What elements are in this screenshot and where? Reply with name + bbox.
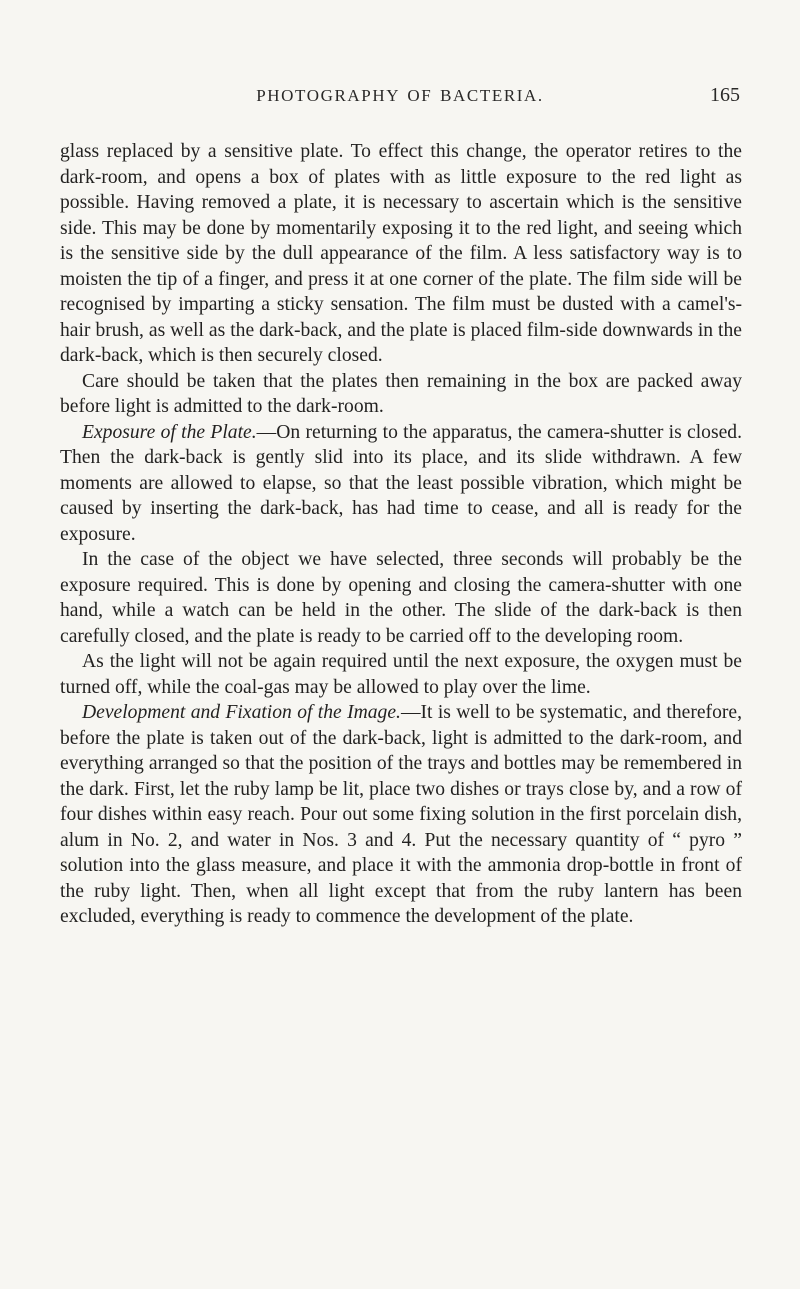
paragraph [60,139,742,369]
paragraph-text: —On returning to the apparatus, the camera-shutter is closed. Then the dark-back is gently slid into its place, and its slide withdrawn. A few moments are allowed to elapse, so that the least possible vibration, which might be caused by inserting the dark-back, has had time to cease, and all is ready for the exposure. [60,421,742,545]
paragraph-text: As the light will not be again required until the next exposure, the oxygen must be turned off, while the coal-gas may be allowed to play over the lime. [60,651,742,698]
section-heading: Exposure of the Plate. [82,421,257,443]
paragraph [60,420,742,548]
body-text [60,139,742,930]
page-number: 165 [710,84,740,106]
paragraph-text: —It is well to be systematic, and therefore, before the plate is taken out of the dark-back, light is admitted to the dark-room, and everything arranged so that the position of the trays and bottles may be remembered in the dark. First, let the ruby lamp be lit, place two dishes or trays close by, and a row of four dishes within easy reach. Pour out some fixing solution in the first porcelain dish, alum in No. 2, and water in Nos. 3 and 4. Put the necessary quantity of “ pyro ” solution into the glass measure, and place it with the ammonia drop-bottle in front of the ruby light. Then, when all light except that from the ruby lantern has been excluded, everything is ready to commence the development of the plate. [60,702,742,927]
paragraph [60,700,742,930]
paragraph [60,649,742,700]
page-header [60,86,740,112]
paragraph-text: glass replaced by a sensitive plate. To effect this change, the operator retires to the dark-room, and opens a box of plates with as little exposure to the red light as possible. Having removed a plate, it is necessary to ascertain which is the sensitive side. This may be done by momentarily exposing it to the red light, and seeing which is the sensitive side by the dull appearance of the film. A less satisfactory way is to moisten the tip of a finger, and press it at one corner of the plate. The film side will be recognised by imparting a sticky sensation. The film must be dusted with a camel's-hair brush, as well as the dark-back, and the plate is placed film-side downwards in the dark-back, which is then securely closed. [60,141,742,366]
section-heading: Development and Fixation of the Image. [82,702,401,723]
paragraph [60,547,742,649]
paragraph [60,369,742,420]
running-head: PHOTOGRAPHY OF BACTERIA. [256,86,544,105]
paragraph-text: In the case of the object we have selected, three seconds will probably be the exposure required. This is done by opening and closing the camera-shutter with one hand, while a watch can be held in the other. The slide of the dark-back is then carefully closed, and the plate is ready to be carried off to the developing room. [60,549,742,647]
paragraph-text: Care should be taken that the plates then remaining in the box are packed away before light is admitted to the dark-room. [60,370,742,417]
